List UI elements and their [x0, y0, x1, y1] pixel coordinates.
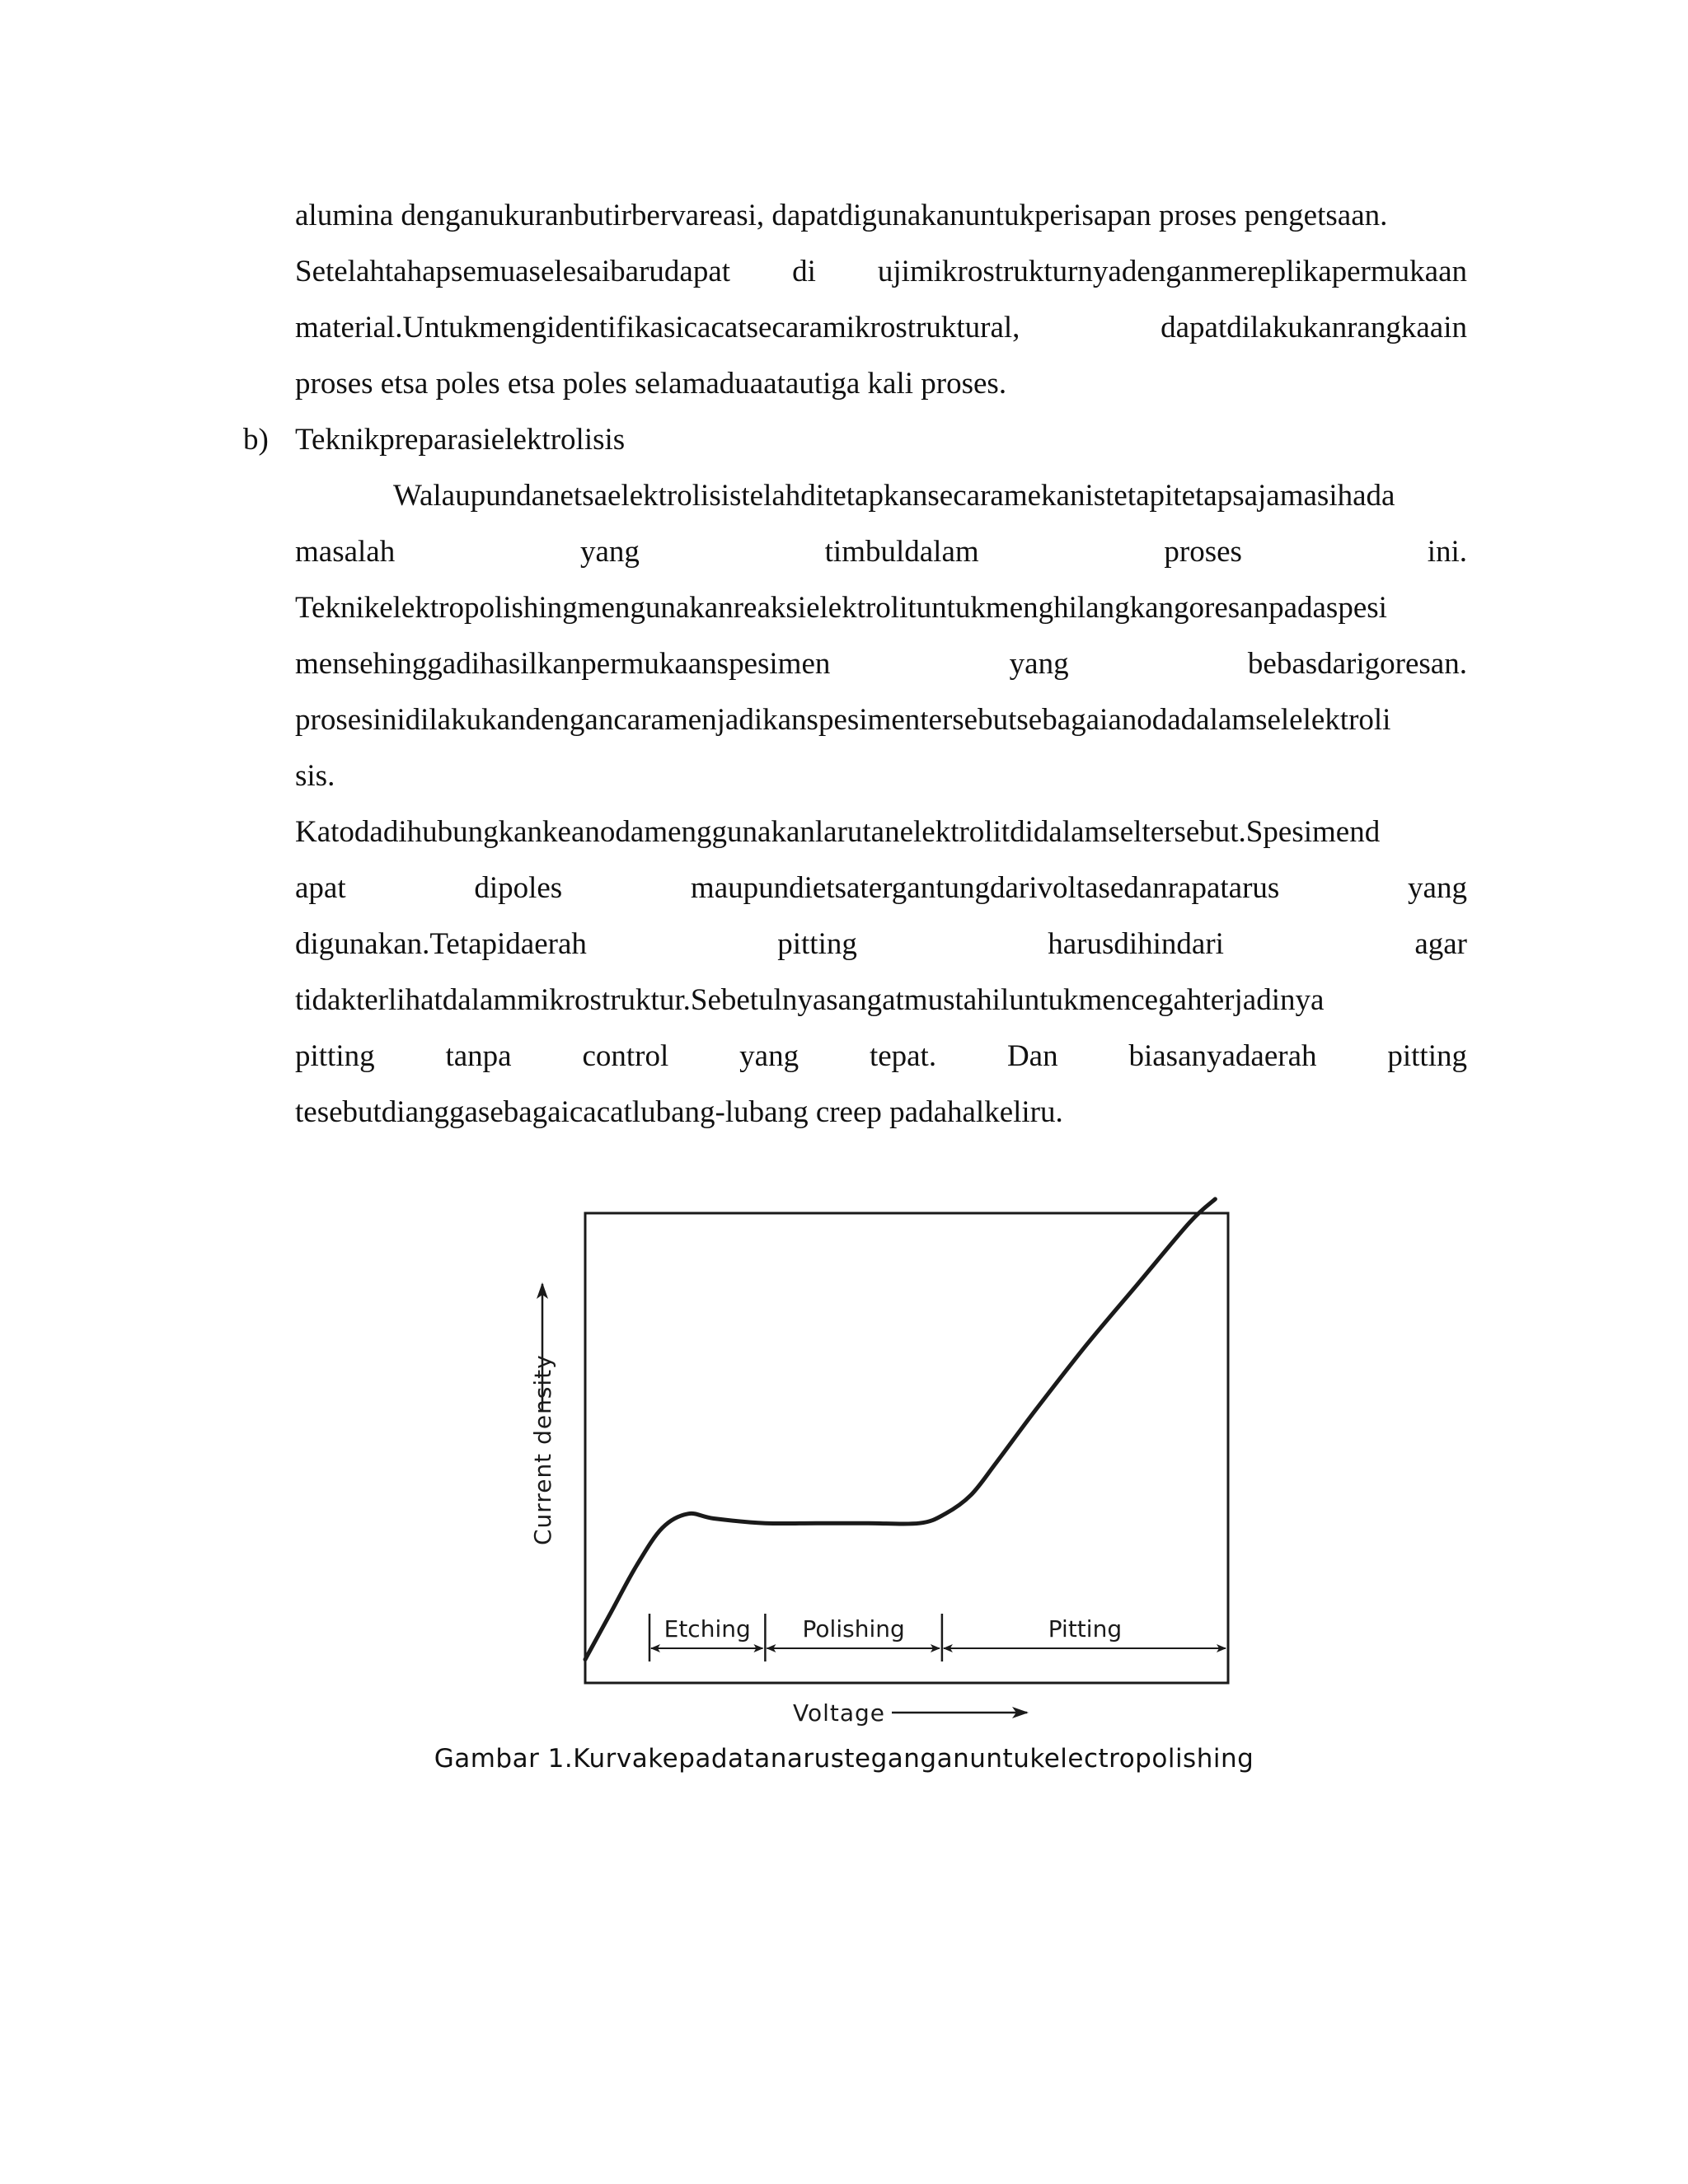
- word: material.Untukmengidentifikasicacatsecaramikrostruktural,: [295, 311, 1020, 344]
- data-series-line: [585, 1199, 1215, 1660]
- paragraph-2-line-12: tesebutdianggasebagaicacatlubang-lubang creep padahalkeliru.: [295, 1095, 1063, 1129]
- paragraph-2-line-11: [295, 1036, 1467, 1077]
- section-b-title: Teknikpreparasielektrolisis: [295, 423, 626, 457]
- y-axis-label: Current density: [529, 1354, 556, 1545]
- paragraph-2-line-8: [295, 868, 1467, 909]
- word: control: [582, 1039, 669, 1073]
- paragraph-2-line-7: Katodadihubungkankeanodamenggunakanlarutanelektrolitdidalamseltersebut.Spesimend: [295, 815, 1381, 849]
- paragraph-2-line-6: sis.: [295, 759, 335, 793]
- word: maupundietsatergantungdarivoltasedanrapatarus: [690, 871, 1280, 905]
- paragraph-2-line-5: prosesinidilakukandengancaramenjadikanspesimentersebutsebagaianodadalamselelektroli: [295, 703, 1391, 737]
- word: pitting: [295, 1039, 375, 1073]
- paragraph-2-line-1: Walaupundanetsaelektrolisistelahditetapkansecaramekanistetapitetapsajamasihada: [393, 479, 1395, 513]
- region-annotations: [649, 1614, 1226, 1661]
- figure-caption: Gambar 1.Kurvakepadatanarusteganganuntukelectropolishing: [434, 1744, 1254, 1774]
- word: dapatdilakukanrangkaain: [1160, 311, 1467, 344]
- paragraph-2-line-4: [295, 644, 1467, 685]
- word: pitting: [1387, 1039, 1467, 1073]
- current-voltage-chart: [495, 1195, 1253, 1739]
- paragraph-2-line-9: [295, 924, 1467, 965]
- word: ini.: [1427, 535, 1467, 569]
- x-axis-label: Voltage: [793, 1699, 886, 1727]
- paragraph-1-line-2: [295, 251, 1467, 293]
- word: masalah: [295, 535, 396, 569]
- word: dipoles: [474, 871, 563, 905]
- word: harusdihindari: [1048, 927, 1224, 961]
- word: yang: [739, 1039, 799, 1073]
- word: yang: [1408, 871, 1467, 905]
- word: apat: [295, 871, 346, 905]
- paragraph-2-line-10: tidakterlihatdalammikrostruktur.Sebetulnyasangatmustahiluntukmencegahterjadinya: [295, 983, 1325, 1017]
- word: timbuldalam: [824, 535, 979, 569]
- paragraph-2-line-3: Teknikelektropolishingmengunakanreaksielektrolituntukmenghilangkangoresanpadaspesi: [295, 591, 1387, 625]
- paragraph-1-line-1: alumina denganukuranbutirbervareasi, dapatdigunakanuntukperisapan proses pengetsaan.: [295, 199, 1388, 232]
- section-b-marker: b): [243, 423, 269, 457]
- word: yang: [579, 535, 640, 569]
- word: proses: [1164, 535, 1242, 569]
- word: tepat.: [869, 1039, 937, 1073]
- word: pitting: [777, 927, 857, 961]
- word: ujimikrostrukturnyadenganmereplikapermukaan: [877, 255, 1467, 288]
- plot-frame: [585, 1213, 1228, 1683]
- region-label-pitting: Pitting: [1048, 1615, 1123, 1643]
- word: agar: [1414, 927, 1467, 961]
- word: Setelahtahapsemuaselesaibarudapat: [295, 255, 731, 288]
- word: digunakan.Tetapidaerah: [295, 927, 587, 961]
- paragraph-1-line-3: [295, 307, 1467, 349]
- word: di: [792, 255, 816, 288]
- word: bebasdarigoresan.: [1247, 647, 1467, 681]
- paragraph-1-line-4: proses etsa poles etsa poles selamaduaatautiga kali proses.: [295, 367, 1007, 401]
- region-label-polishing: Polishing: [802, 1615, 905, 1643]
- word: mensehinggadihasilkanpermukaanspesimen: [295, 647, 831, 681]
- word: yang: [1009, 647, 1069, 681]
- word: Dan: [1006, 1039, 1058, 1073]
- region-label-etching: Etching: [663, 1615, 751, 1643]
- paragraph-2-line-2: [295, 532, 1467, 573]
- word: biasanyadaerah: [1128, 1039, 1317, 1073]
- word: tanpa: [445, 1039, 512, 1073]
